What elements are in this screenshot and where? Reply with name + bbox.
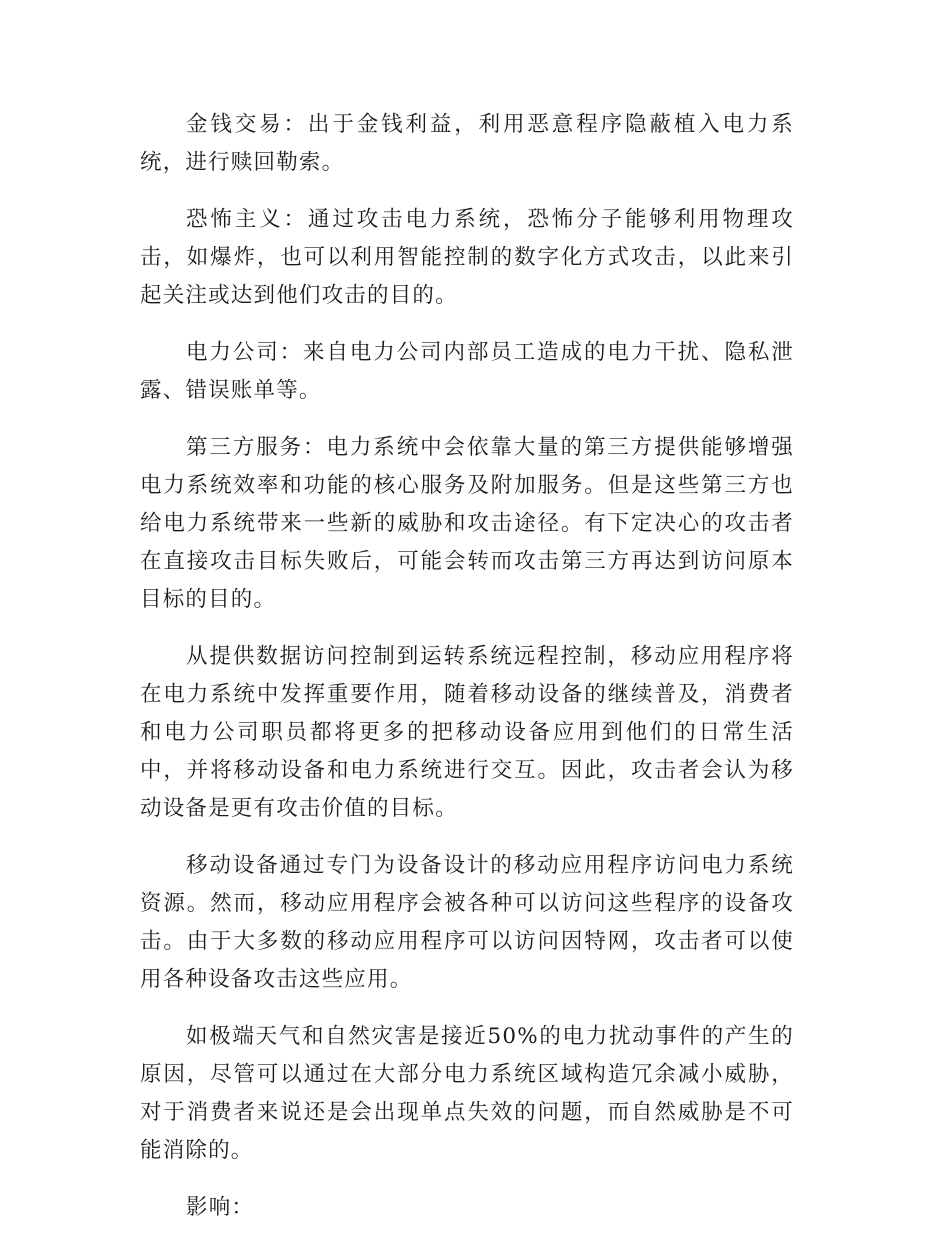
paragraph-impact-heading: 影响： — [186, 1195, 255, 1220]
paragraph-terrorism: 恐怖主义：通过攻击电力系统，恐怖分子能够利用物理攻击，如爆炸，也可以利用智能控制的数字化方式攻击，以此来引起关注或达到他们攻击的目的。 — [140, 207, 794, 308]
paragraph-natural-threats: 如极端天气和自然灾害是接近50%的电力扰动事件的产生的原因，尽管可以通过在大部分电力系统区域构造冗余减小威胁，对于消费者来说还是会出现单点失效的问题，而自然威胁是不可能消除的。 — [140, 1024, 794, 1163]
paragraph-mobile-applications: 从提供数据访问控制到运转系统远程控制，移动应用程序将在电力系统中发挥重要作用，随着移动设备的继续普及，消费者和电力公司职员都将更多的把移动设备应用到他们的日常生活中，并将移动设备和电力系统进行交互。因此，攻击者会认为移动设备是更有攻击价值的目标。 — [140, 644, 794, 821]
paragraph-power-company: 电力公司：来自电力公司内部员工造成的电力干扰、隐私泄露、错误账单等。 — [140, 340, 794, 403]
paragraph-monetary-transaction: 金钱交易：出于金钱利益，利用恶意程序隐蔽植入电力系统，进行赎回勒索。 — [140, 112, 794, 175]
paragraph-third-party-services: 第三方服务：电力系统中会依靠大量的第三方提供能够增强电力系统效率和功能的核心服务及附加服务。但是这些第三方也给电力系统带来一些新的威胁和攻击途径。有下定决心的攻击者在直接攻击目标失败后，可能会转而攻击第三方再达到访问原本目标的目的。 — [140, 435, 794, 612]
paragraph-mobile-device-access: 移动设备通过专门为设备设计的移动应用程序访问电力系统资源。然而，移动应用程序会被各种可以访问这些程序的设备攻击。由于大多数的移动应用程序可以访问因特网，攻击者可以使用各种设备攻击这些应用。 — [140, 853, 794, 992]
document-body — [140, 106, 794, 1246]
